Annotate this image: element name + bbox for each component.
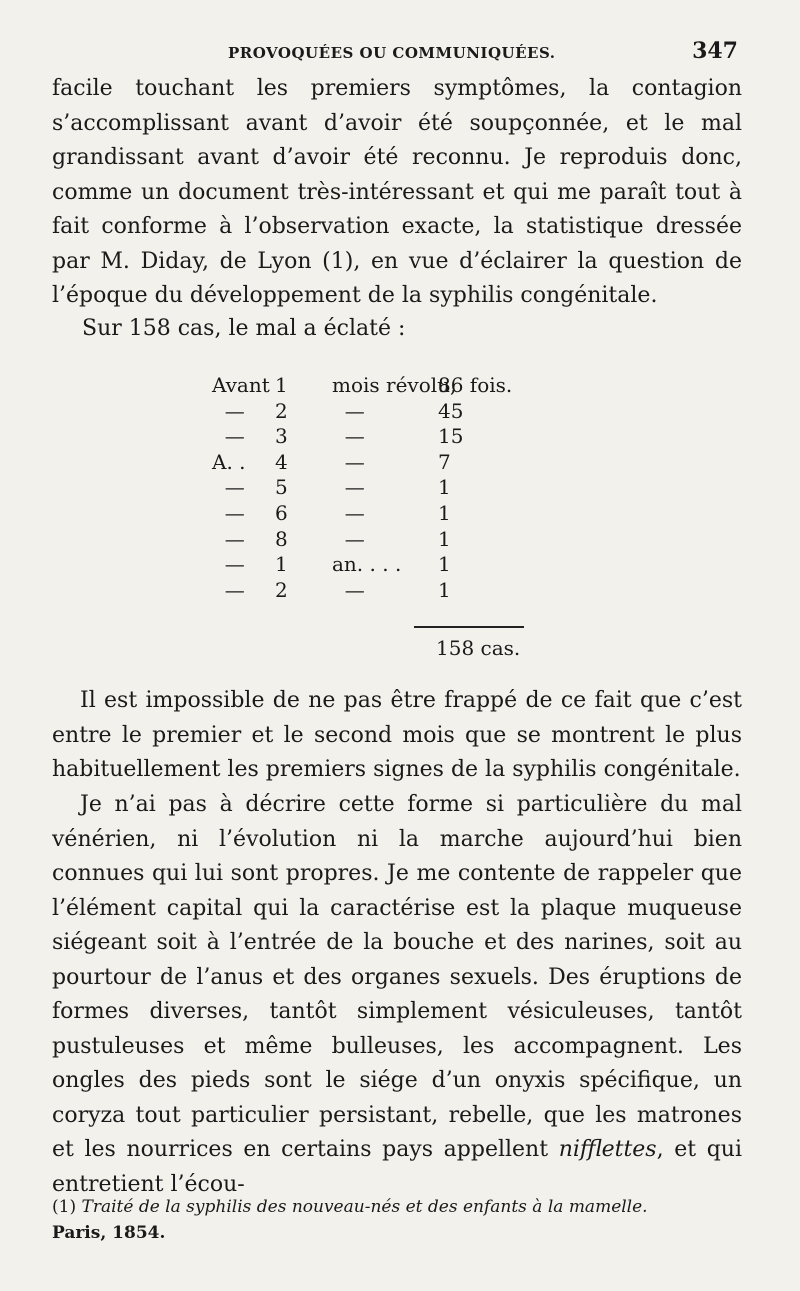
paragraph-1: facile touchant les premiers symptômes, la contagion s’accomplissant avant d’avoir été soupçonnée, et le mal grandissant avant d’avoir été reconnu. Je reproduis donc, comme un document très-intéressant et qui me paraît tout à fait conforme à l’observation exacte, la statistique dressée par M. Diday, de Lyon (1), en vue d’éclairer la question de l’époque du développement de la syphilis congénitale. [52, 76, 742, 308]
table-row [212, 399, 522, 425]
table-cell-c2: 2 [275, 577, 288, 602]
paragraph-2: Sur 158 cas, le mal a éclaté : [82, 316, 406, 341]
table-cell-c4: 1 [438, 577, 451, 602]
paragraph-3: Il est impossible de ne pas être frappé de ce fait que c’est entre le premier et le second mois que se montrent le plus habituellement les premiers signes de la syphilis congénitale. [52, 688, 742, 782]
paragraph-4 [52, 788, 742, 1202]
paragraph-4-end: , et qui entretient l’écou- [52, 1137, 742, 1197]
paragraph-4-start: Je n’ai pas à décrire cette forme si particulière du mal vénérien, ni l’évolution ni la marche aujourd’hui bien connues qui lui sont propres. Je me contente de rappeler que l’élément capital qui la caractérise est la plaque muqueuse siégeant soit à l’entrée de la bouche et des narines, soit au pourtour de l’anus et des organes sexuels. Des éruptions de formes diverses, tantôt simplement vésiculeuses, tantôt pustuleuses et même bulleuses, les accompagnent. Les ongles des pieds sont le siége d’un onyxis spécifique, un coryza tout particulier persistant, rebelle, que les matrones et les nourrices en certains pays appellent [52, 792, 742, 1162]
table-cell-c1: Avant [212, 373, 270, 397]
paragraph-4-italic: nifflettes [558, 1137, 657, 1162]
running-head: PROVOQUÉES OU COMMUNIQUÉES. [228, 44, 556, 62]
table-cell-c1: — [212, 398, 245, 423]
table-cell-c1: — [212, 526, 245, 551]
table-cell-c1: — [212, 552, 245, 577]
table-cell-c2: 6 [275, 500, 288, 525]
table-cell-c3: mois révolu, [332, 373, 457, 397]
table-cell-c4: 1 [438, 475, 451, 500]
table-row [212, 424, 522, 450]
table-cell-c2: 8 [275, 526, 288, 551]
table-cell-c1: — [212, 424, 245, 449]
page-header [228, 38, 738, 74]
table-cell-c1: A. . [212, 449, 246, 474]
footnote-marker: (1) [52, 1197, 77, 1217]
table-cell-c3: — [332, 475, 365, 500]
table-cell-c4: 15 [438, 424, 464, 449]
table-cell-c4: 45 [438, 398, 464, 423]
table-cell-c2: 2 [275, 398, 288, 423]
footnote [52, 1194, 752, 1246]
table-cell-c2: 1 [275, 373, 288, 397]
table-cell-c2: 1 [275, 552, 288, 577]
table-cell-c3: an. . . . [332, 552, 402, 577]
table-row [212, 527, 522, 553]
table-row [212, 552, 522, 578]
table-cell-c3: — [332, 424, 365, 449]
total-cases: 158 cas. [436, 636, 521, 660]
total-rule [414, 626, 524, 628]
table-cell-c3: — [332, 577, 365, 602]
table-cell-c3: — [332, 398, 365, 423]
table-cell-c2: 3 [275, 424, 288, 449]
table-row [212, 501, 522, 527]
table-cell-c1: — [212, 500, 245, 525]
table-cell-c4: 1 [438, 500, 451, 525]
table-cell-c4: 1 [438, 552, 451, 577]
table-cell-c2: 5 [275, 475, 288, 500]
page-number: 347 [692, 38, 738, 64]
table-cell-c1: — [212, 475, 245, 500]
table-cell-c3: — [332, 449, 365, 474]
table-row [212, 578, 522, 604]
statistics-table [212, 373, 522, 603]
table-cell-c2: 4 [275, 449, 288, 474]
footnote-place: Paris, 1854. [52, 1223, 166, 1243]
table-row [212, 373, 522, 399]
table-cell-c1: — [212, 577, 245, 602]
table-cell-c3: — [332, 500, 365, 525]
table-cell-c4: 86 fois. [438, 373, 513, 397]
table-cell-c3: — [332, 526, 365, 551]
table-cell-c4: 1 [438, 526, 451, 551]
table-row [212, 475, 522, 501]
table-cell-c4: 7 [438, 449, 451, 474]
footnote-title: Traité de la syphilis des nouveau-nés et des enfants à la mamelle. [81, 1197, 648, 1217]
table-row [212, 450, 522, 476]
